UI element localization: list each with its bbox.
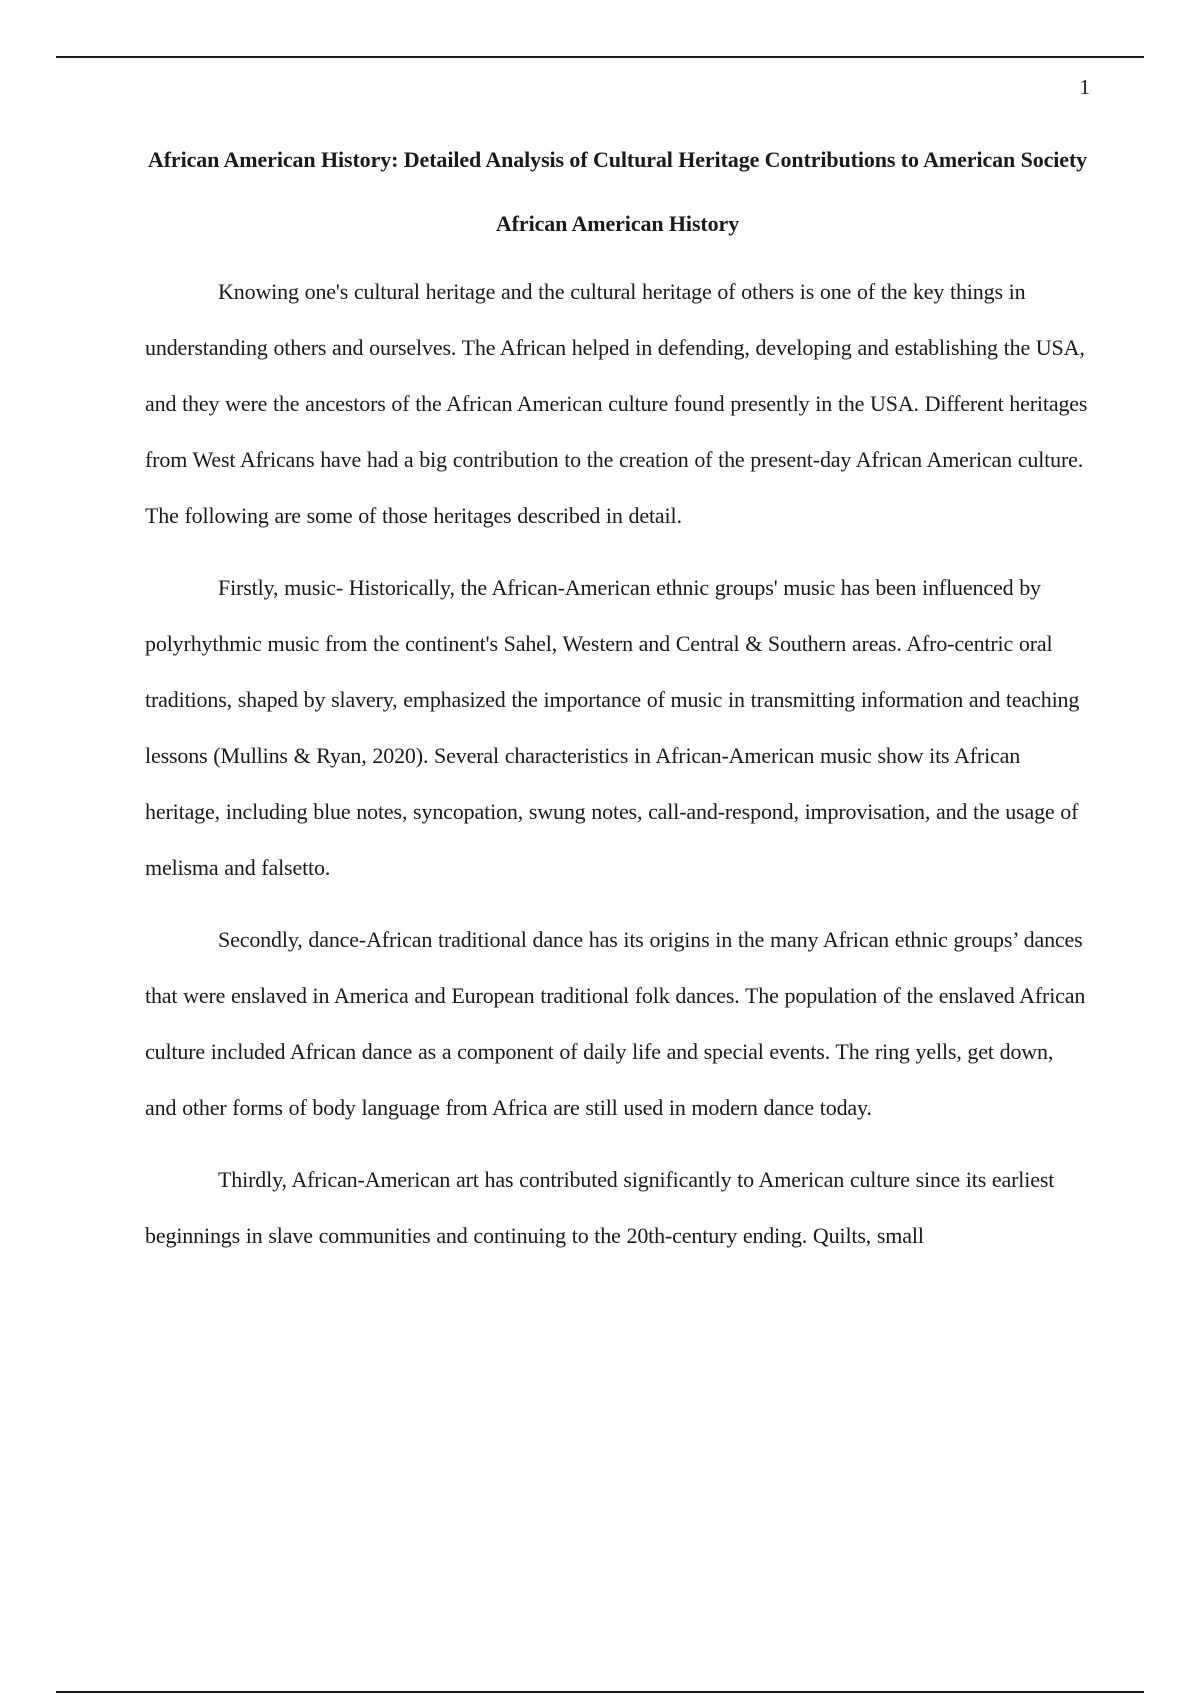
- paragraph-art: Thirdly, African-American art has contributed significantly to American culture since its earliest beginnings in slave communities and continuing to the 20th-century ending. Quilts, small: [145, 1167, 1055, 1248]
- paragraph-music: Firstly, music- Historically, the African-American ethnic groups' music has been influenced by polyrhythmic music from the continent's Sahel, Western and Central & Southern areas. Afro-centric oral traditions, shaped by slavery, emphasized the importance of music in transmitting information and teaching lessons (Mullins & Ryan, 2020). Several characteristics in African-American music show its African heritage, including blue notes, syncopation, swung notes, call-and-respond, improvisation, and the usage of melisma and falsetto.: [145, 575, 1080, 880]
- section-heading: African American History: [495, 211, 740, 236]
- paragraph-intro: Knowing one's cultural heritage and the cultural heritage of others is one of the key things in understanding others and ourselves. The African helped in defending, developing and establishing the USA, and they were the ancestors of the African American culture found presently in the USA. Different heritages from West Africans have had a big contribution to the creation of the present-day African American culture. The following are some of those heritages described in detail.: [145, 279, 1088, 528]
- page-number: 1: [1079, 75, 1090, 99]
- document-title: African American History: Detailed Analysis of Cultural Heritage Contributions to American Society: [147, 147, 1088, 172]
- paragraph-dance: Secondly, dance-African traditional dance has its origins in the many African ethnic groups’ dances that were enslaved in America and European traditional folk dances. The population of the enslaved African culture included African dance as a component of daily life and special events. The ring yells, get down, and other forms of body language from Africa are still used in modern dance today.: [145, 927, 1086, 1120]
- document-body: [145, 132, 1090, 1264]
- footer-rule: [56, 1691, 1144, 1693]
- header-rule: [56, 56, 1144, 58]
